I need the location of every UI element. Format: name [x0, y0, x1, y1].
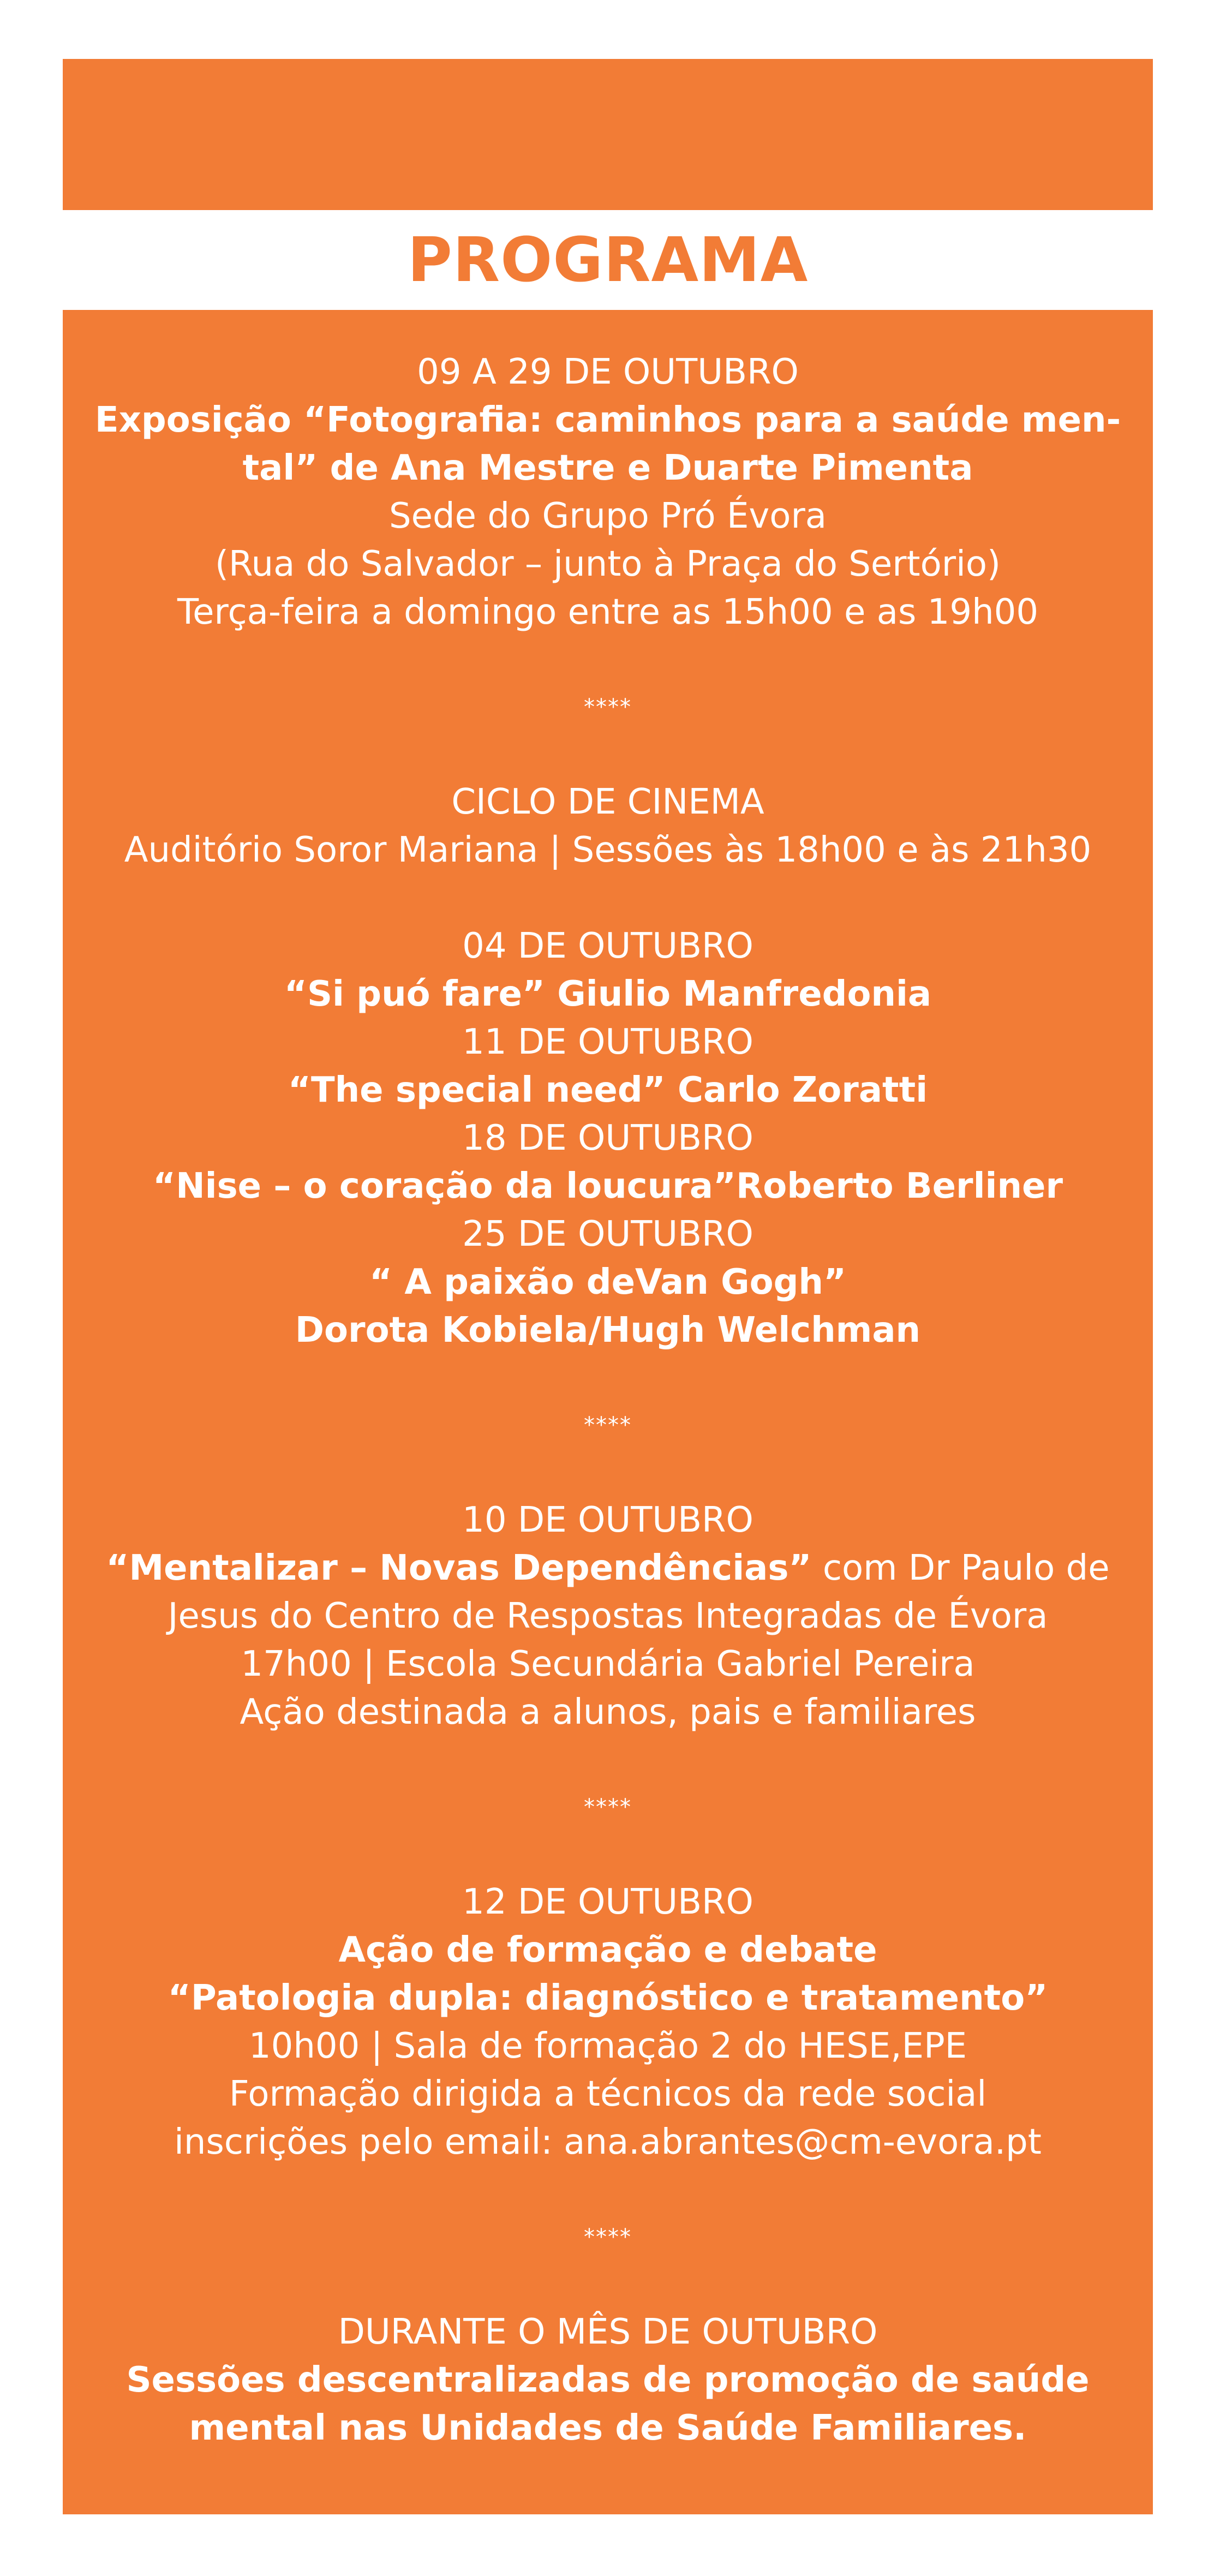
- separator: ****: [584, 2225, 632, 2250]
- month-line2: mental nas Unidades de Saúde Familiares.: [189, 2408, 1027, 2448]
- cinema-heading: CICLO DE CINEMA: [451, 782, 764, 822]
- film-title: “The special need” Carlo Zoratti: [288, 1070, 928, 1110]
- month-line1: Sessões descentralizadas de promoção de saúde: [126, 2360, 1090, 2400]
- film-date: 11 DE OUTUBRO: [462, 1022, 753, 1062]
- title-band: [63, 210, 1153, 310]
- film-date: 25 DE OUTUBRO: [462, 1214, 753, 1254]
- training-email-line: inscrições pelo email: ana.abrantes@cm-evora.pt: [174, 2122, 1042, 2162]
- film-title: “Nise – o coração da loucura”Roberto Berliner: [153, 1166, 1063, 1206]
- exhibition-section: [63, 348, 1153, 636]
- talk-line3: 17h00 | Escola Secundária Gabriel Pereira: [241, 1644, 975, 1684]
- training-line1: 10h00 | Sala de formação 2 do HESE,EPE: [248, 2026, 967, 2066]
- talk-section: [63, 1496, 1153, 1736]
- talk-title: “Mentalizar – Novas Dependências”: [106, 1548, 812, 1588]
- cinema-venue: Auditório Soror Mariana | Sessões às 18h00 e às 21h30: [124, 830, 1092, 870]
- separator: ****: [584, 695, 632, 720]
- training-date: 12 DE OUTUBRO: [462, 1882, 753, 1922]
- film-date: 18 DE OUTUBRO: [462, 1118, 753, 1158]
- film-title: “ A paixão deVan Gogh”: [369, 1262, 847, 1302]
- talk-line4: Ação destinada a alunos, pais e familiares: [240, 1692, 976, 1732]
- exhibition-venue: Sede do Grupo Pró Évora: [389, 496, 827, 536]
- talk-line1: [63, 1544, 1153, 1592]
- exhibition-date: 09 A 29 DE OUTUBRO: [417, 352, 799, 392]
- talk-speaker: com Dr Paulo de: [811, 1548, 1110, 1588]
- program-content: [63, 348, 1153, 2452]
- film-directors: Dorota Kobiela/Hugh Welchman: [295, 1310, 921, 1350]
- separator: ****: [584, 1795, 632, 1820]
- month-heading: DURANTE O MÊS DE OUTUBRO: [338, 2312, 878, 2352]
- film-title: “Si puó fare” Giulio Manfredonia: [284, 974, 932, 1014]
- talk-date: 10 DE OUTUBRO: [462, 1500, 753, 1540]
- training-title2: “Patologia dupla: diagnóstico e tratamento”: [168, 1978, 1048, 2018]
- separator: ****: [584, 1413, 632, 1438]
- exhibition-address: (Rua do Salvador – junto à Praça do Sertório): [214, 544, 1001, 584]
- exhibition-hours: Terça-feira a domingo entre as 15h00 e as 19h00: [177, 592, 1039, 632]
- training-line2: Formação dirigida a técnicos da rede social: [229, 2074, 987, 2114]
- film-date: 04 DE OUTUBRO: [462, 926, 753, 966]
- page-title: PROGRAMA: [407, 224, 809, 296]
- exhibition-title-line1: Exposição “Fotografia: caminhos para a saúde men-: [94, 400, 1121, 440]
- training-title1: Ação de formação e debate: [338, 1930, 877, 1970]
- program-panel: [63, 59, 1153, 2514]
- month-section: [63, 2308, 1153, 2452]
- talk-line2: Jesus do Centro de Respostas Integradas de Évora: [168, 1596, 1048, 1636]
- training-section: [63, 1878, 1153, 2166]
- cinema-section: [63, 778, 1153, 1354]
- exhibition-title-line2: tal” de Ana Mestre e Duarte Pimenta: [242, 448, 973, 488]
